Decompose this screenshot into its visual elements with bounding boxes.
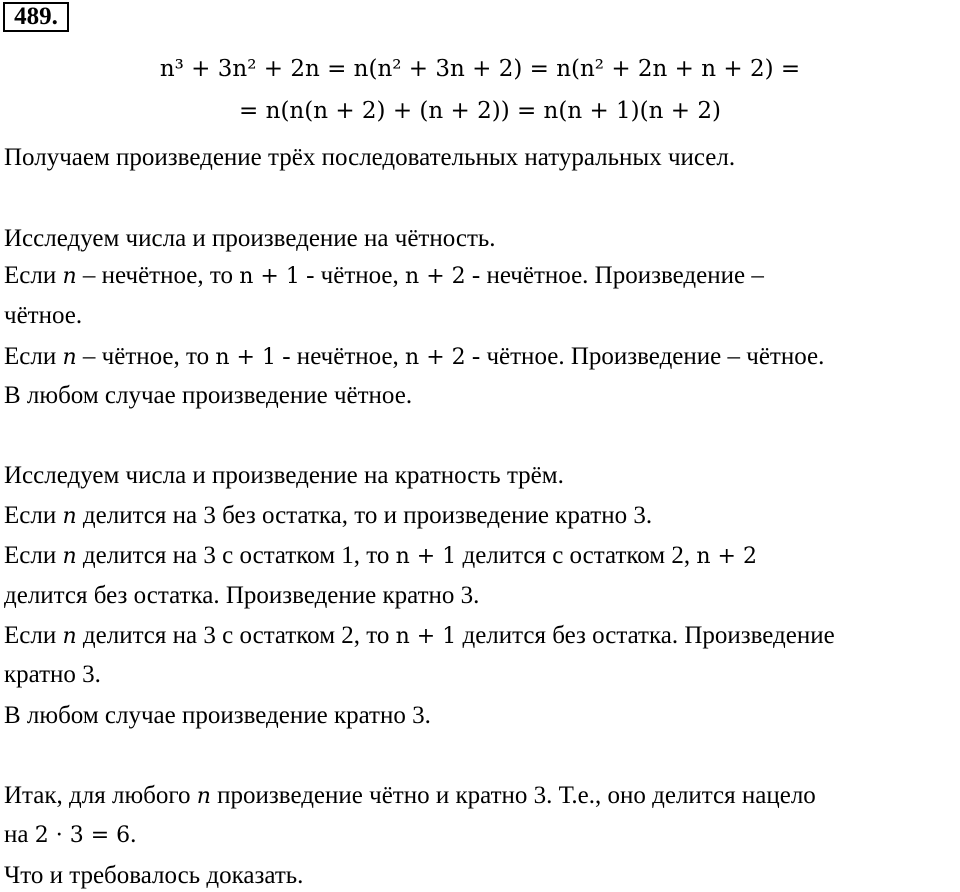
divisibility-conclusion: В любом случае произведение кратно 3. <box>4 702 431 729</box>
math-expression: n + 1 <box>395 544 457 569</box>
divisibility-case-remainder-2 <box>4 622 835 651</box>
text-fragment: делится с остатком 2, <box>456 542 697 569</box>
math-expression: n + 2 <box>696 544 757 569</box>
math-expression: n + 1 <box>215 345 276 370</box>
text-fragment: Если <box>4 262 63 289</box>
math-expression: n + 1 <box>395 624 457 649</box>
parity-conclusion: В любом случае произведение чётное. <box>4 382 413 409</box>
divisibility-case-remainder-1 <box>4 542 757 571</box>
text-fragment: делится на 3 без остатка, то и произведение кратно 3. <box>76 502 653 529</box>
final-conclusion-continued <box>4 821 136 850</box>
text-fragment: Итак, для любого <box>4 782 197 809</box>
text-fragment: Если <box>4 622 63 649</box>
math-variable: n <box>196 784 211 809</box>
math-expression: 2 · 3 = 6 <box>34 823 131 848</box>
math-expression: n + 1 <box>239 264 300 289</box>
text-fragment: делится на 3 с остатком 1, то <box>76 542 396 569</box>
text-fragment: делится на 3 с остатком 2, то <box>76 622 396 649</box>
formula-line-2: = n(n(n + 2) + (n + 2)) = n(n + 1)(n + 2) <box>239 98 721 124</box>
math-variable: n <box>62 345 77 370</box>
math-variable: n <box>62 624 77 649</box>
math-expression: n + 2 <box>405 345 466 370</box>
divisibility-case-remainder-1-continued: делится без остатка. Произведение кратно 3. <box>4 582 480 609</box>
divisibility-case-remainder-2-continued: кратно 3. <box>4 661 101 688</box>
text-fragment: делится без остатка. Произведение <box>456 622 835 649</box>
parity-case-odd-continued: чётное. <box>4 302 83 329</box>
text-fragment: - нечётное, <box>275 343 406 370</box>
text-fragment: Если <box>4 343 63 370</box>
math-expression: n + 2 <box>405 264 466 289</box>
text-fragment: - чётное, <box>299 262 406 289</box>
text-fragment: – нечётное, то <box>76 262 240 289</box>
text-fragment: Если <box>4 542 63 569</box>
text-fragment: произведение чётно и кратно 3. Т.е., оно делится нацело <box>210 782 816 809</box>
text-fragment: – чётное, то <box>76 343 216 370</box>
task-number-box: 489. <box>3 2 69 32</box>
qed-statement: Что и требовалось доказать. <box>4 862 304 889</box>
text-fragment: Если <box>4 502 63 529</box>
divisibility-heading: Исследуем числа и произведение на кратность трём. <box>4 462 564 489</box>
text-fragment: - чётное. Произведение – чётное. <box>465 343 825 370</box>
math-variable: n <box>62 544 77 569</box>
parity-case-even <box>4 343 824 372</box>
formula-line-1: n³ + 3n² + 2n = n(n² + 3n + 2) = n(n² + 2n + n + 2) = <box>159 56 801 82</box>
text-fragment: . <box>130 821 137 848</box>
math-variable: n <box>62 264 77 289</box>
math-variable: n <box>62 504 77 529</box>
parity-case-odd <box>4 262 764 291</box>
text-fragment: на <box>4 821 35 848</box>
text-fragment: - нечётное. Произведение – <box>465 262 764 289</box>
paragraph-product-statement: Получаем произведение трёх последовательных натуральных чисел. <box>4 144 736 171</box>
final-conclusion <box>4 782 816 811</box>
divisibility-case-remainder-0 <box>4 502 652 531</box>
parity-heading: Исследуем числа и произведение на чётность. <box>4 225 496 252</box>
